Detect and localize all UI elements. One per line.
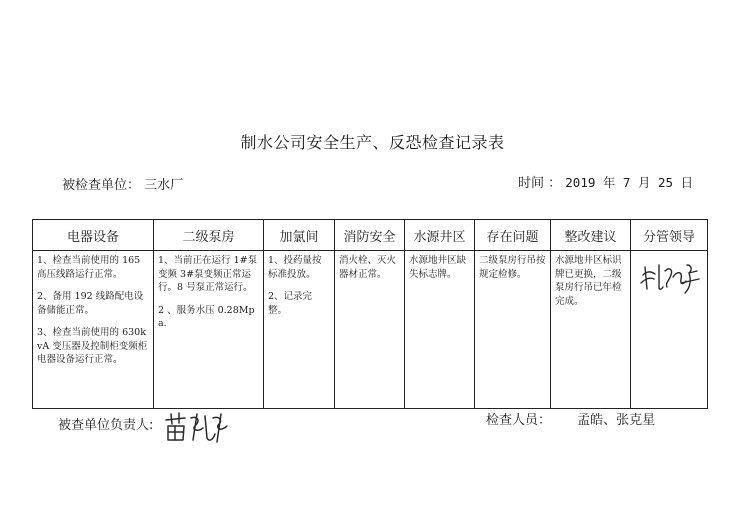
chlorine-item-2: 2、记录完整。 (268, 291, 313, 316)
electrical-item-2: 2、备用 192 线路配电设备储能正常。 (37, 291, 144, 316)
inspector-label: 检查人员： (486, 413, 552, 428)
cell-fire-safety (335, 251, 405, 409)
electrical-item-1: 1、检查当前使用的 165 高压线路运行正常。 (37, 255, 141, 280)
responsible-signature-icon (163, 410, 233, 444)
cell-pump-room (154, 251, 264, 409)
inspected-unit-value: 三水厂 (144, 178, 184, 193)
inspection-time (518, 172, 693, 191)
header-chlorine-room: 加氯间 (264, 220, 335, 251)
suggestions-item-1: 水源地井区标识牌已更换，二级泵房行吊已年检完成。 (555, 255, 622, 307)
inspector-names: 孟皓、张克星 (577, 413, 656, 428)
pump-room-item-2: 2 、服务水压 0.28Mpa. (158, 304, 255, 329)
cell-well-area (405, 251, 475, 409)
cell-suggestions (551, 251, 631, 409)
header-suggestions: 整改建议 (551, 220, 631, 251)
header-issues: 存在问题 (475, 220, 551, 251)
cell-issues (475, 251, 551, 409)
responsible-label: 被查单位负责人: (58, 418, 154, 433)
table-header-row (33, 220, 708, 251)
table-row (33, 251, 708, 409)
well-area-item-1: 水源地井区缺失标志牌。 (409, 255, 467, 280)
document-title: 制水公司安全生产、反恐检查记录表 (240, 133, 505, 152)
header-electrical: 电器设备 (33, 220, 154, 251)
header-pump-room: 二级泵房 (154, 220, 264, 251)
electrical-item-3: 3、检查当前使用的 630kvA 变压器及控制柜变频柜电器设备运行正常。 (37, 327, 148, 365)
responsible-person (58, 414, 153, 433)
inspected-unit-label: 被检查单位： (62, 178, 141, 193)
inspected-unit (62, 174, 183, 193)
chlorine-item-1: 1、投药量按标准投放。 (268, 255, 322, 280)
cell-leader-signature (631, 251, 708, 409)
cell-chlorine-room (264, 251, 335, 409)
inspection-time-label: 时间 ： (518, 176, 562, 191)
cell-electrical (33, 251, 154, 409)
leader-signature-icon (637, 257, 705, 297)
inspection-time-value: 2019 年 7 月 25 日 (565, 175, 694, 190)
header-well-area: 水源井区 (405, 220, 475, 251)
header-fire-safety: 消防安全 (335, 220, 405, 251)
inspectors (486, 409, 655, 428)
header-leader: 分管领导 (631, 220, 708, 251)
pump-room-item-1: 1、当前正在运行 1#泵变频 3#泵变频正常运行。8 号泵正常运行。 (158, 255, 258, 293)
issues-item-1: 二级泵房行吊按规定检修。 (479, 255, 546, 280)
fire-safety-item-1: 消火栓、灭火器材正常。 (339, 255, 397, 280)
inspection-record-table (32, 219, 708, 409)
